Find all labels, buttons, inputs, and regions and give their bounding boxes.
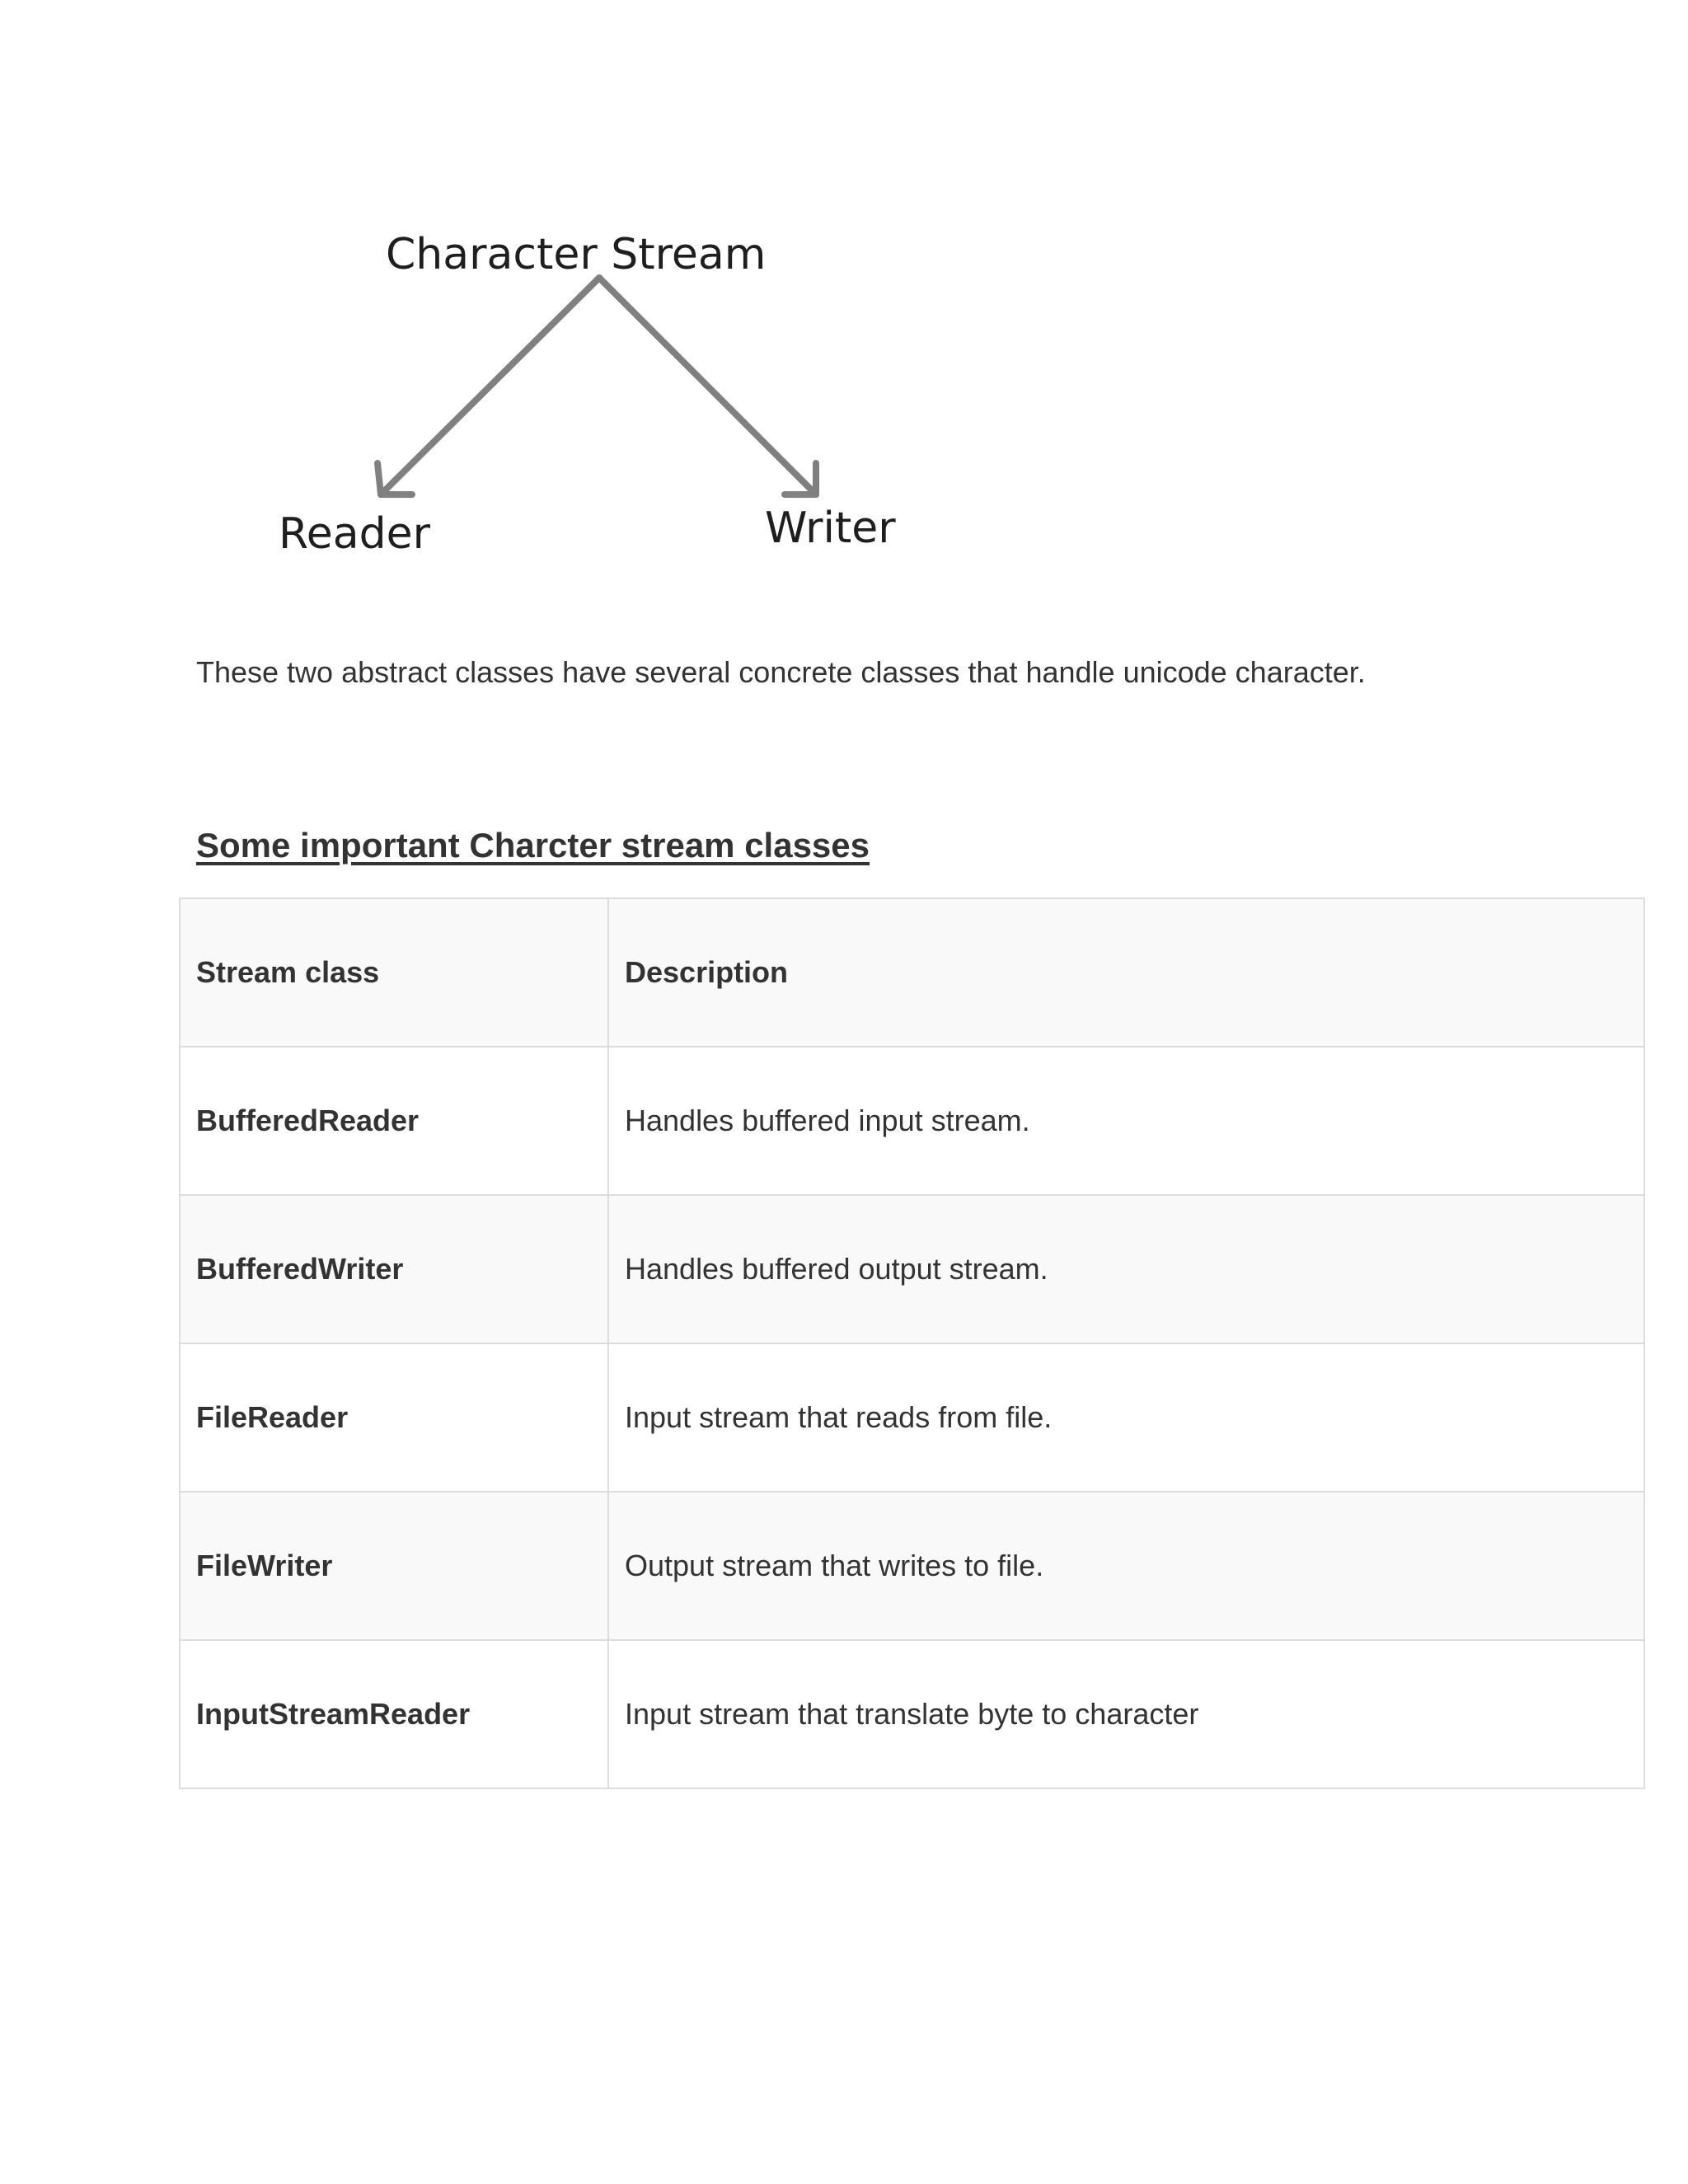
description-cell: Output stream that writes to file.	[608, 1492, 1644, 1640]
class-name-cell: FileWriter	[180, 1492, 608, 1640]
description-cell: Handles buffered output stream.	[608, 1195, 1644, 1343]
class-name-cell: InputStreamReader	[180, 1640, 608, 1788]
stream-class-table	[179, 898, 1645, 1789]
arrow-to-reader	[377, 278, 599, 494]
table-row	[180, 1343, 1644, 1492]
class-name-cell: FileReader	[180, 1343, 608, 1492]
description-cell: Input stream that reads from file.	[608, 1343, 1644, 1492]
character-stream-diagram	[0, 0, 989, 626]
diagram-reader-label: Reader	[279, 509, 431, 559]
header-stream-class: Stream class	[180, 898, 608, 1047]
class-name-cell: BufferedReader	[180, 1047, 608, 1195]
diagram-writer-label: Writer	[765, 504, 896, 553]
table-row	[180, 1047, 1644, 1195]
class-name-cell: BufferedWriter	[180, 1195, 608, 1343]
intro-paragraph: These two abstract classes have several concrete classes that handle unicode character.	[196, 655, 1366, 689]
table-row	[180, 1492, 1644, 1640]
header-description: Description	[608, 898, 1644, 1047]
table-header-row	[180, 898, 1644, 1047]
description-cell: Input stream that translate byte to character	[608, 1640, 1644, 1788]
arrow-to-writer	[599, 278, 816, 494]
diagram-root-label: Character Stream	[386, 230, 767, 279]
table-row	[180, 1640, 1644, 1788]
description-cell: Handles buffered input stream.	[608, 1047, 1644, 1195]
table-row	[180, 1195, 1644, 1343]
section-title: Some important Charcter stream classes	[196, 826, 870, 865]
